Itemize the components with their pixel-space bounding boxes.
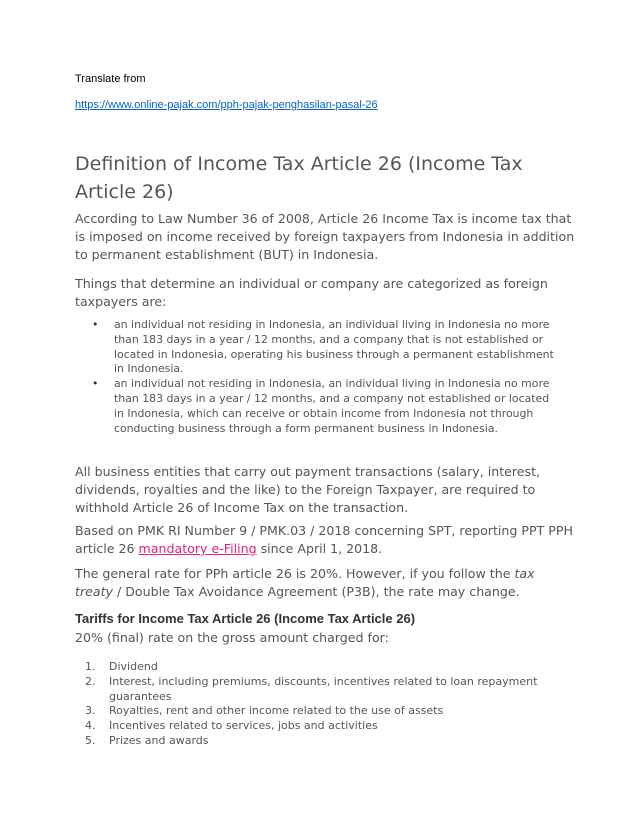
list-number: 1. bbox=[85, 660, 96, 673]
source-link[interactable]: https://www.online-pajak.com/pph-pajak-penghasilan-pasal-26 bbox=[75, 99, 378, 111]
paragraph-general-rate bbox=[75, 565, 575, 601]
list-item-text: Prizes and awards bbox=[109, 733, 209, 747]
mandatory-efiling-link[interactable]: mandatory e-Filing bbox=[138, 541, 257, 556]
paragraph-rate-text: The general rate for PPh article 26 is 20%. However, if you follow the bbox=[75, 566, 515, 581]
list-item-text: Royalties, rent and other income related to the use of assets bbox=[109, 704, 444, 718]
paragraph-efiling bbox=[75, 522, 575, 558]
paragraph-rate-intro: 20% (final) rate on the gross amount charged for: bbox=[75, 630, 389, 645]
list-item-text: Dividend bbox=[109, 660, 158, 673]
paragraph-criteria-intro: Things that determine an individual or company are categorized as foreign taxpayers are: bbox=[75, 276, 548, 309]
charged-items-list bbox=[85, 660, 555, 749]
bullet-icon: • bbox=[92, 377, 99, 391]
list-item-text: an individual not residing in Indonesia, an individual living in Indonesia no more than 183 days in a year / 12 months, and a company not established or located in Indonesia, which can receive or obtain income from Indonesia not through conducting business through a form permanent business in Indonesia. bbox=[114, 377, 550, 435]
list-item bbox=[85, 719, 555, 734]
list-item bbox=[85, 734, 555, 749]
paragraph-withholding: All business entities that carry out payment transactions (salary, interest, dividends, royalties and the like) to the Foreign Taxpayer, are required to withhold Article 26 of Income Tax on the transaction. bbox=[75, 464, 541, 515]
translate-from-label: Translate from bbox=[75, 73, 146, 85]
list-number: 2. bbox=[85, 674, 96, 688]
list-item-text: Interest, including premiums, discounts, incentives related to loan repayment guarantees bbox=[109, 674, 538, 703]
list-item-text: an individual not residing in Indonesia, an individual living in Indonesia no more than 183 days in a year / 12 months, and a company that is not established or located in Indonesia, operating his business through a permanent establishment in Indonesia. bbox=[114, 318, 554, 376]
list-item bbox=[85, 704, 555, 719]
list-item bbox=[92, 377, 562, 436]
paragraph-efiling-tail: since April 1, 2018. bbox=[256, 541, 383, 556]
paragraph-definition: According to Law Number 36 of 2008, Article 26 Income Tax is income tax that is imposed on income received by foreign taxpayers from Indonesia in addition to permanent establishment (BUT) in Indonesia. bbox=[75, 211, 575, 262]
paragraph-rate-tail: / Double Tax Avoidance Agreement (P3B), the rate may change. bbox=[112, 584, 520, 599]
tax-treaty-term: tax treaty bbox=[75, 566, 535, 599]
list-number: 4. bbox=[85, 719, 96, 733]
page-title: Definition of Income Tax Article 26 (Income Tax Article 26) bbox=[75, 153, 523, 203]
list-number: 5. bbox=[85, 733, 96, 747]
list-item bbox=[85, 675, 555, 705]
paragraph-efiling-text: Based on PMK RI Number 9 / PMK.03 / 2018 concerning SPT, reporting PPT PPH article 26 bbox=[75, 523, 573, 556]
list-number: 3. bbox=[85, 704, 96, 718]
tariffs-heading: Tariffs for Income Tax Article 26 (Income Tax Article 26) bbox=[75, 611, 416, 626]
criteria-bullet-list bbox=[92, 318, 562, 436]
list-item bbox=[85, 660, 555, 675]
bullet-icon: • bbox=[92, 318, 99, 331]
list-item bbox=[92, 318, 562, 377]
list-item-text: Incentives related to services, jobs and activities bbox=[109, 719, 378, 733]
